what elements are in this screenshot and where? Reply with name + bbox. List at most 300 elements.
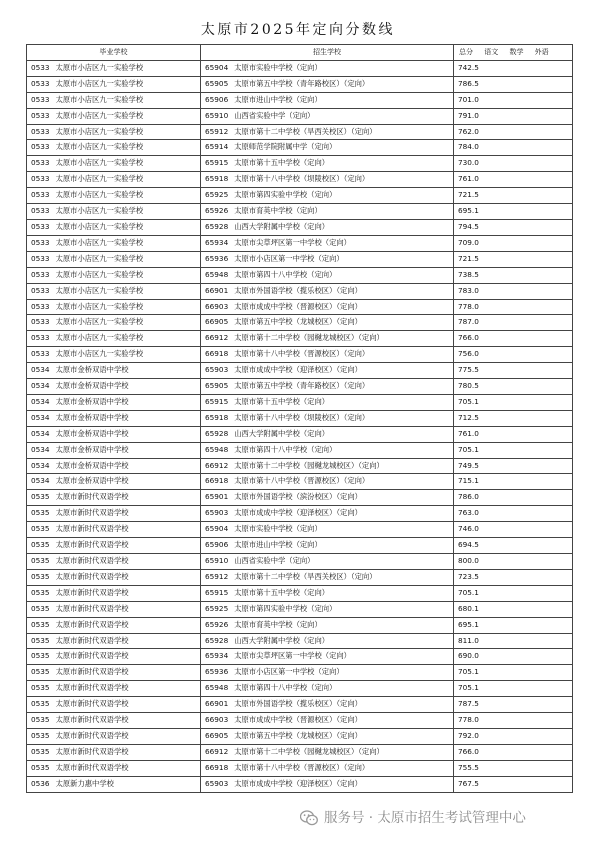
total-score: 738.5	[458, 269, 479, 279]
table-row	[27, 76, 573, 92]
admission-school-name: 太原市尖草坪区第一中学校（定向）	[234, 651, 351, 661]
admission-school-code: 65948	[205, 269, 229, 279]
admission-school-name: 太原市第四实验中学校（定向）	[234, 190, 337, 200]
admission-school-cell	[201, 156, 454, 172]
admission-school-cell	[201, 410, 454, 426]
table-row	[27, 728, 573, 744]
graduate-school-code: 0535	[31, 587, 50, 597]
admission-school-name: 太原市外国语学校（揽乐校区）（定向）	[234, 699, 362, 709]
graduate-school-code: 0534	[31, 396, 50, 406]
graduate-school-name: 太原市小店区九一实验学校	[55, 237, 144, 247]
score-cell	[454, 633, 573, 649]
admission-school-cell	[201, 188, 454, 204]
total-score: 778.0	[458, 715, 479, 725]
admission-school-cell	[201, 219, 454, 235]
table-row	[27, 140, 573, 156]
admission-school-code: 66901	[205, 699, 229, 709]
admission-school-cell	[201, 728, 454, 744]
admission-school-cell	[201, 267, 454, 283]
header-graduate-school: 毕业学校	[27, 45, 201, 61]
graduate-school-code: 0535	[31, 492, 50, 502]
table-row	[27, 554, 573, 570]
table-row	[27, 569, 573, 585]
score-cell	[454, 283, 573, 299]
admission-school-code: 65934	[205, 237, 229, 247]
admission-school-name: 太原市第十二中学校（园樾龙城校区）（定向）	[234, 460, 384, 470]
admission-school-cell	[201, 569, 454, 585]
total-score: 749.5	[458, 460, 479, 470]
graduate-school-name: 太原市新时代双语学校	[55, 635, 129, 645]
graduate-school-code: 0534	[31, 412, 50, 422]
graduate-school-cell	[27, 426, 201, 442]
total-score: 730.0	[458, 158, 479, 168]
admission-school-name: 太原市第十八中学校（晋源校区）（定向）	[234, 349, 370, 359]
table-row	[27, 760, 573, 776]
graduate-school-name: 太原市小店区九一实验学校	[55, 62, 144, 72]
admission-school-cell	[201, 744, 454, 760]
total-score: 705.1	[458, 587, 479, 597]
graduate-school-code: 0533	[31, 253, 50, 263]
admission-school-cell	[201, 458, 454, 474]
table-row	[27, 92, 573, 108]
admission-school-name: 太原市第十二中学校（旱西关校区）（定向）	[234, 571, 377, 581]
graduate-school-cell	[27, 728, 201, 744]
graduate-school-name: 太原市新时代双语学校	[55, 587, 129, 597]
admission-school-code: 65936	[205, 253, 229, 263]
score-cell	[454, 554, 573, 570]
admission-school-cell	[201, 585, 454, 601]
score-table	[26, 44, 573, 793]
score-cell	[454, 426, 573, 442]
graduate-school-name: 太原市小店区九一实验学校	[55, 78, 144, 88]
admission-school-cell	[201, 251, 454, 267]
graduate-school-cell	[27, 474, 201, 490]
admission-school-cell	[201, 172, 454, 188]
graduate-school-code: 0533	[31, 190, 50, 200]
total-score: 778.0	[458, 301, 479, 311]
graduate-school-code: 0533	[31, 221, 50, 231]
total-score: 784.0	[458, 142, 479, 152]
score-cell	[454, 92, 573, 108]
score-cell	[454, 522, 573, 538]
graduate-school-cell	[27, 458, 201, 474]
admission-school-name: 山西大学附属中学校（定向）	[234, 428, 330, 438]
graduate-school-code: 0534	[31, 444, 50, 454]
table-row	[27, 315, 573, 331]
graduate-school-cell	[27, 124, 201, 140]
total-score: 761.0	[458, 428, 479, 438]
graduate-school-name: 太原市新时代双语学校	[55, 556, 129, 565]
graduate-school-cell	[27, 363, 201, 379]
table-row	[27, 490, 573, 506]
total-score: 792.0	[458, 730, 479, 740]
admission-school-code: 66912	[205, 746, 229, 756]
graduate-school-name: 太原市新时代双语学校	[55, 746, 129, 756]
graduate-school-name: 太原市金桥双语中学校	[55, 412, 129, 422]
graduate-school-name: 太原市小店区九一实验学校	[55, 190, 144, 200]
admission-school-name: 太原市外国语学校（滨汾校区）（定向）	[234, 492, 362, 502]
admission-school-cell	[201, 140, 454, 156]
admission-school-name: 太原市成成中学校（晋源校区）（定向）	[234, 301, 362, 311]
graduate-school-name: 太原市新时代双语学校	[55, 699, 129, 709]
graduate-school-name: 太原市小店区九一实验学校	[55, 94, 144, 104]
graduate-school-cell	[27, 204, 201, 220]
graduate-school-cell	[27, 92, 201, 108]
graduate-school-cell	[27, 156, 201, 172]
table-row	[27, 410, 573, 426]
graduate-school-code: 0535	[31, 667, 50, 677]
graduate-school-name: 太原市小店区九一实验学校	[55, 221, 144, 231]
graduate-school-cell	[27, 379, 201, 395]
score-cell	[454, 649, 573, 665]
admission-school-code: 66912	[205, 333, 229, 343]
graduate-school-code: 0535	[31, 683, 50, 693]
graduate-school-code: 0533	[31, 62, 50, 72]
graduate-school-code: 0533	[31, 142, 50, 152]
admission-school-name: 太原师范学院附属中学（定向）	[234, 142, 337, 152]
score-cell	[454, 251, 573, 267]
table-row	[27, 267, 573, 283]
graduate-school-code: 0535	[31, 699, 50, 709]
graduate-school-name: 太原市新时代双语学校	[55, 540, 129, 550]
table-row	[27, 363, 573, 379]
total-score: 680.1	[458, 603, 479, 613]
admission-school-cell	[201, 235, 454, 251]
table-row	[27, 538, 573, 554]
admission-school-cell	[201, 315, 454, 331]
table-row	[27, 251, 573, 267]
admission-school-name: 太原市成成中学校（迎泽校区）（定向）	[234, 365, 362, 375]
table-row	[27, 649, 573, 665]
admission-school-code: 65903	[205, 778, 229, 788]
graduate-school-cell	[27, 394, 201, 410]
admission-school-cell	[201, 108, 454, 124]
admission-school-code: 65901	[205, 492, 229, 502]
total-score: 746.0	[458, 524, 479, 534]
graduate-school-code: 0533	[31, 126, 50, 136]
graduate-school-cell	[27, 267, 201, 283]
admission-school-name: 太原市第四十八中学校（定向）	[234, 444, 337, 454]
admission-school-code: 65903	[205, 365, 229, 375]
admission-school-code: 65936	[205, 667, 229, 677]
admission-school-cell	[201, 713, 454, 729]
graduate-school-cell	[27, 172, 201, 188]
score-cell	[454, 458, 573, 474]
graduate-school-name: 太原市新时代双语学校	[55, 683, 129, 693]
admission-school-cell	[201, 124, 454, 140]
table-row	[27, 458, 573, 474]
table-row	[27, 108, 573, 124]
graduate-school-name: 太原市金桥双语中学校	[55, 428, 129, 438]
admission-school-name: 山西大学附属中学校（定向）	[234, 635, 330, 645]
total-score: 723.5	[458, 571, 479, 581]
graduate-school-name: 太原市新时代双语学校	[55, 524, 129, 534]
graduate-school-name: 太原市新时代双语学校	[55, 492, 129, 502]
score-cell	[454, 315, 573, 331]
total-score: 701.0	[458, 94, 479, 104]
graduate-school-code: 0534	[31, 381, 50, 391]
table-row	[27, 665, 573, 681]
graduate-school-name: 太原市小店区九一实验学校	[55, 174, 144, 184]
total-score: 767.5	[458, 778, 479, 788]
admission-school-code: 65915	[205, 587, 229, 597]
admission-school-cell	[201, 299, 454, 315]
score-cell	[454, 760, 573, 776]
graduate-school-cell	[27, 506, 201, 522]
total-score: 794.5	[458, 221, 479, 231]
score-cell	[454, 204, 573, 220]
graduate-school-name: 太原市金桥双语中学校	[55, 460, 129, 470]
admission-school-code: 66901	[205, 285, 229, 295]
table-row	[27, 585, 573, 601]
graduate-school-name: 太原市新时代双语学校	[55, 508, 129, 518]
admission-school-cell	[201, 474, 454, 490]
table-row	[27, 156, 573, 172]
header-scores: 总分 语文 数学 外语	[454, 45, 573, 61]
score-cell	[454, 219, 573, 235]
graduate-school-code: 0535	[31, 746, 50, 756]
score-cell	[454, 60, 573, 76]
admission-school-code: 65948	[205, 683, 229, 693]
graduate-school-name: 太原市小店区九一实验学校	[55, 333, 144, 343]
table-row	[27, 204, 573, 220]
admission-school-name: 太原市成成中学校（迎泽校区）（定向）	[234, 508, 362, 518]
table-row	[27, 713, 573, 729]
admission-school-name: 太原市进山中学校（定向）	[234, 540, 322, 550]
graduate-school-cell	[27, 219, 201, 235]
graduate-school-code: 0534	[31, 476, 50, 486]
graduate-school-cell	[27, 315, 201, 331]
graduate-school-cell	[27, 347, 201, 363]
graduate-school-code: 0536	[31, 778, 50, 788]
admission-school-cell	[201, 331, 454, 347]
admission-school-code: 65905	[205, 78, 229, 88]
score-cell	[454, 713, 573, 729]
admission-school-code: 65926	[205, 206, 229, 216]
admission-school-cell	[201, 506, 454, 522]
admission-school-name: 太原市第四十八中学校（定向）	[234, 683, 337, 693]
graduate-school-name: 太原市小店区九一实验学校	[55, 317, 144, 327]
table-row	[27, 744, 573, 760]
total-score: 755.5	[458, 762, 479, 772]
total-score: 783.0	[458, 285, 479, 295]
score-cell	[454, 474, 573, 490]
graduate-school-name: 太原市小店区九一实验学校	[55, 110, 144, 120]
admission-school-name: 太原市第十八中学校（坝陵校区）（定向）	[234, 174, 370, 184]
table-body	[27, 60, 573, 792]
graduate-school-code: 0533	[31, 78, 50, 88]
score-cell	[454, 347, 573, 363]
score-cell	[454, 363, 573, 379]
admission-school-cell	[201, 490, 454, 506]
graduate-school-cell	[27, 538, 201, 554]
graduate-school-name: 太原市小店区九一实验学校	[55, 269, 144, 279]
graduate-school-code: 0534	[31, 460, 50, 470]
total-score: 787.0	[458, 317, 479, 327]
graduate-school-code: 0535	[31, 715, 50, 725]
graduate-school-cell	[27, 442, 201, 458]
graduate-school-name: 太原市小店区九一实验学校	[55, 158, 144, 168]
graduate-school-name: 太原市金桥双语中学校	[55, 396, 129, 406]
graduate-school-cell	[27, 744, 201, 760]
table-row	[27, 124, 573, 140]
wechat-service-icon	[300, 810, 318, 826]
admission-school-name: 太原市实验中学校（定向）	[234, 524, 322, 534]
graduate-school-cell	[27, 617, 201, 633]
table-row	[27, 506, 573, 522]
graduate-school-cell	[27, 299, 201, 315]
admission-school-name: 太原市第五中学校（龙城校区）（定向）	[234, 317, 362, 327]
total-score: 705.1	[458, 667, 479, 677]
admission-school-code: 65903	[205, 508, 229, 518]
table-row	[27, 219, 573, 235]
graduate-school-code: 0535	[31, 730, 50, 740]
admission-school-name: 太原市小店区第一中学校（定向）	[234, 667, 344, 677]
table-row	[27, 617, 573, 633]
admission-school-cell	[201, 76, 454, 92]
table-row	[27, 426, 573, 442]
admission-school-name: 山西省实验中学（定向）	[234, 110, 315, 120]
admission-school-code: 65915	[205, 396, 229, 406]
admission-school-name: 太原市进山中学校（定向）	[234, 94, 322, 104]
total-score: 761.0	[458, 174, 479, 184]
score-cell	[454, 235, 573, 251]
score-cell	[454, 410, 573, 426]
table-row	[27, 235, 573, 251]
admission-school-cell	[201, 426, 454, 442]
graduate-school-cell	[27, 522, 201, 538]
admission-school-cell	[201, 283, 454, 299]
admission-school-name: 太原市第五中学校（青年路校区）（定向）	[234, 381, 370, 391]
admission-school-name: 太原市第十二中学校（旱西关校区）（定向）	[234, 126, 377, 136]
graduate-school-cell	[27, 697, 201, 713]
admission-school-code: 65910	[205, 110, 229, 120]
table-row	[27, 394, 573, 410]
admission-school-code: 65904	[205, 62, 229, 72]
graduate-school-cell	[27, 760, 201, 776]
table-row	[27, 474, 573, 490]
total-score: 705.1	[458, 396, 479, 406]
graduate-school-code: 0535	[31, 571, 50, 581]
admission-school-code: 66905	[205, 730, 229, 740]
table-row	[27, 379, 573, 395]
graduate-school-code: 0535	[31, 635, 50, 645]
graduate-school-cell	[27, 251, 201, 267]
total-score: 791.0	[458, 110, 479, 120]
admission-school-code: 65906	[205, 540, 229, 550]
admission-school-name: 太原市外国语学校（揽乐校区）（定向）	[234, 285, 362, 295]
graduate-school-code: 0533	[31, 206, 50, 216]
admission-school-cell	[201, 665, 454, 681]
total-score: 742.5	[458, 62, 479, 72]
admission-school-code: 65904	[205, 524, 229, 534]
admission-school-name: 山西省实验中学（定向）	[234, 556, 315, 565]
graduate-school-code: 0535	[31, 540, 50, 550]
graduate-school-code: 0533	[31, 317, 50, 327]
score-cell	[454, 744, 573, 760]
admission-school-name: 太原市尖草坪区第一中学校（定向）	[234, 237, 351, 247]
graduate-school-name: 太原市金桥双语中学校	[55, 381, 129, 391]
score-cell	[454, 697, 573, 713]
graduate-school-cell	[27, 601, 201, 617]
admission-school-name: 太原市成成中学校（迎泽校区）（定向）	[234, 778, 362, 788]
total-score: 695.1	[458, 619, 479, 629]
score-cell	[454, 124, 573, 140]
table-row	[27, 681, 573, 697]
score-cell	[454, 617, 573, 633]
admission-school-cell	[201, 617, 454, 633]
total-score: 763.0	[458, 508, 479, 518]
graduate-school-cell	[27, 331, 201, 347]
graduate-school-cell	[27, 633, 201, 649]
admission-school-code: 65928	[205, 221, 229, 231]
graduate-school-name: 太原市金桥双语中学校	[55, 444, 129, 454]
total-score: 786.5	[458, 78, 479, 88]
graduate-school-code: 0535	[31, 524, 50, 534]
graduate-school-name: 太原市新时代双语学校	[55, 651, 129, 661]
graduate-school-code: 0535	[31, 651, 50, 661]
admission-school-name: 太原市第五中学校（龙城校区）（定向）	[234, 730, 362, 740]
table-row	[27, 347, 573, 363]
graduate-school-name: 太原新力惠中学校	[55, 778, 114, 788]
graduate-school-code: 0535	[31, 762, 50, 772]
total-score: 695.1	[458, 206, 479, 216]
admission-school-code: 65948	[205, 444, 229, 454]
admission-school-code: 66905	[205, 317, 229, 327]
graduate-school-name: 太原市新时代双语学校	[55, 667, 129, 677]
admission-school-code: 66903	[205, 301, 229, 311]
admission-school-name: 太原市第十八中学校（晋源校区）（定向）	[234, 476, 370, 486]
graduate-school-cell	[27, 283, 201, 299]
admission-school-code: 65912	[205, 571, 229, 581]
total-score: 690.0	[458, 651, 479, 661]
admission-school-name: 太原市第十二中学校（园樾龙城校区）（定向）	[234, 746, 384, 756]
admission-school-code: 65912	[205, 126, 229, 136]
graduate-school-name: 太原市小店区九一实验学校	[55, 206, 144, 216]
admission-school-cell	[201, 60, 454, 76]
table-row	[27, 522, 573, 538]
graduate-school-code: 0533	[31, 237, 50, 247]
total-score: 762.0	[458, 126, 479, 136]
graduate-school-cell	[27, 76, 201, 92]
graduate-school-code: 0533	[31, 110, 50, 120]
score-cell	[454, 569, 573, 585]
admission-school-name: 太原市育英中学校（定向）	[234, 619, 322, 629]
graduate-school-name: 太原市金桥双语中学校	[55, 476, 129, 486]
admission-school-code: 65925	[205, 603, 229, 613]
score-cell	[454, 156, 573, 172]
graduate-school-cell	[27, 776, 201, 792]
graduate-school-name: 太原市新时代双语学校	[55, 619, 129, 629]
table-row	[27, 601, 573, 617]
graduate-school-cell	[27, 490, 201, 506]
graduate-school-code: 0533	[31, 174, 50, 184]
graduate-school-code: 0533	[31, 158, 50, 168]
graduate-school-cell	[27, 108, 201, 124]
graduate-school-code: 0533	[31, 349, 50, 359]
admission-school-code: 65914	[205, 142, 229, 152]
total-score: 787.5	[458, 699, 479, 709]
total-score: 721.5	[458, 190, 479, 200]
total-score: 715.1	[458, 476, 479, 486]
admission-school-cell	[201, 776, 454, 792]
graduate-school-name: 太原市小店区九一实验学校	[55, 126, 144, 136]
total-score: 766.0	[458, 746, 479, 756]
admission-school-name: 太原市第十八中学校（坝陵校区）（定向）	[234, 412, 370, 422]
score-cell	[454, 108, 573, 124]
admission-school-name: 太原市第十八中学校（晋源校区）（定向）	[234, 762, 370, 772]
admission-school-cell	[201, 92, 454, 108]
